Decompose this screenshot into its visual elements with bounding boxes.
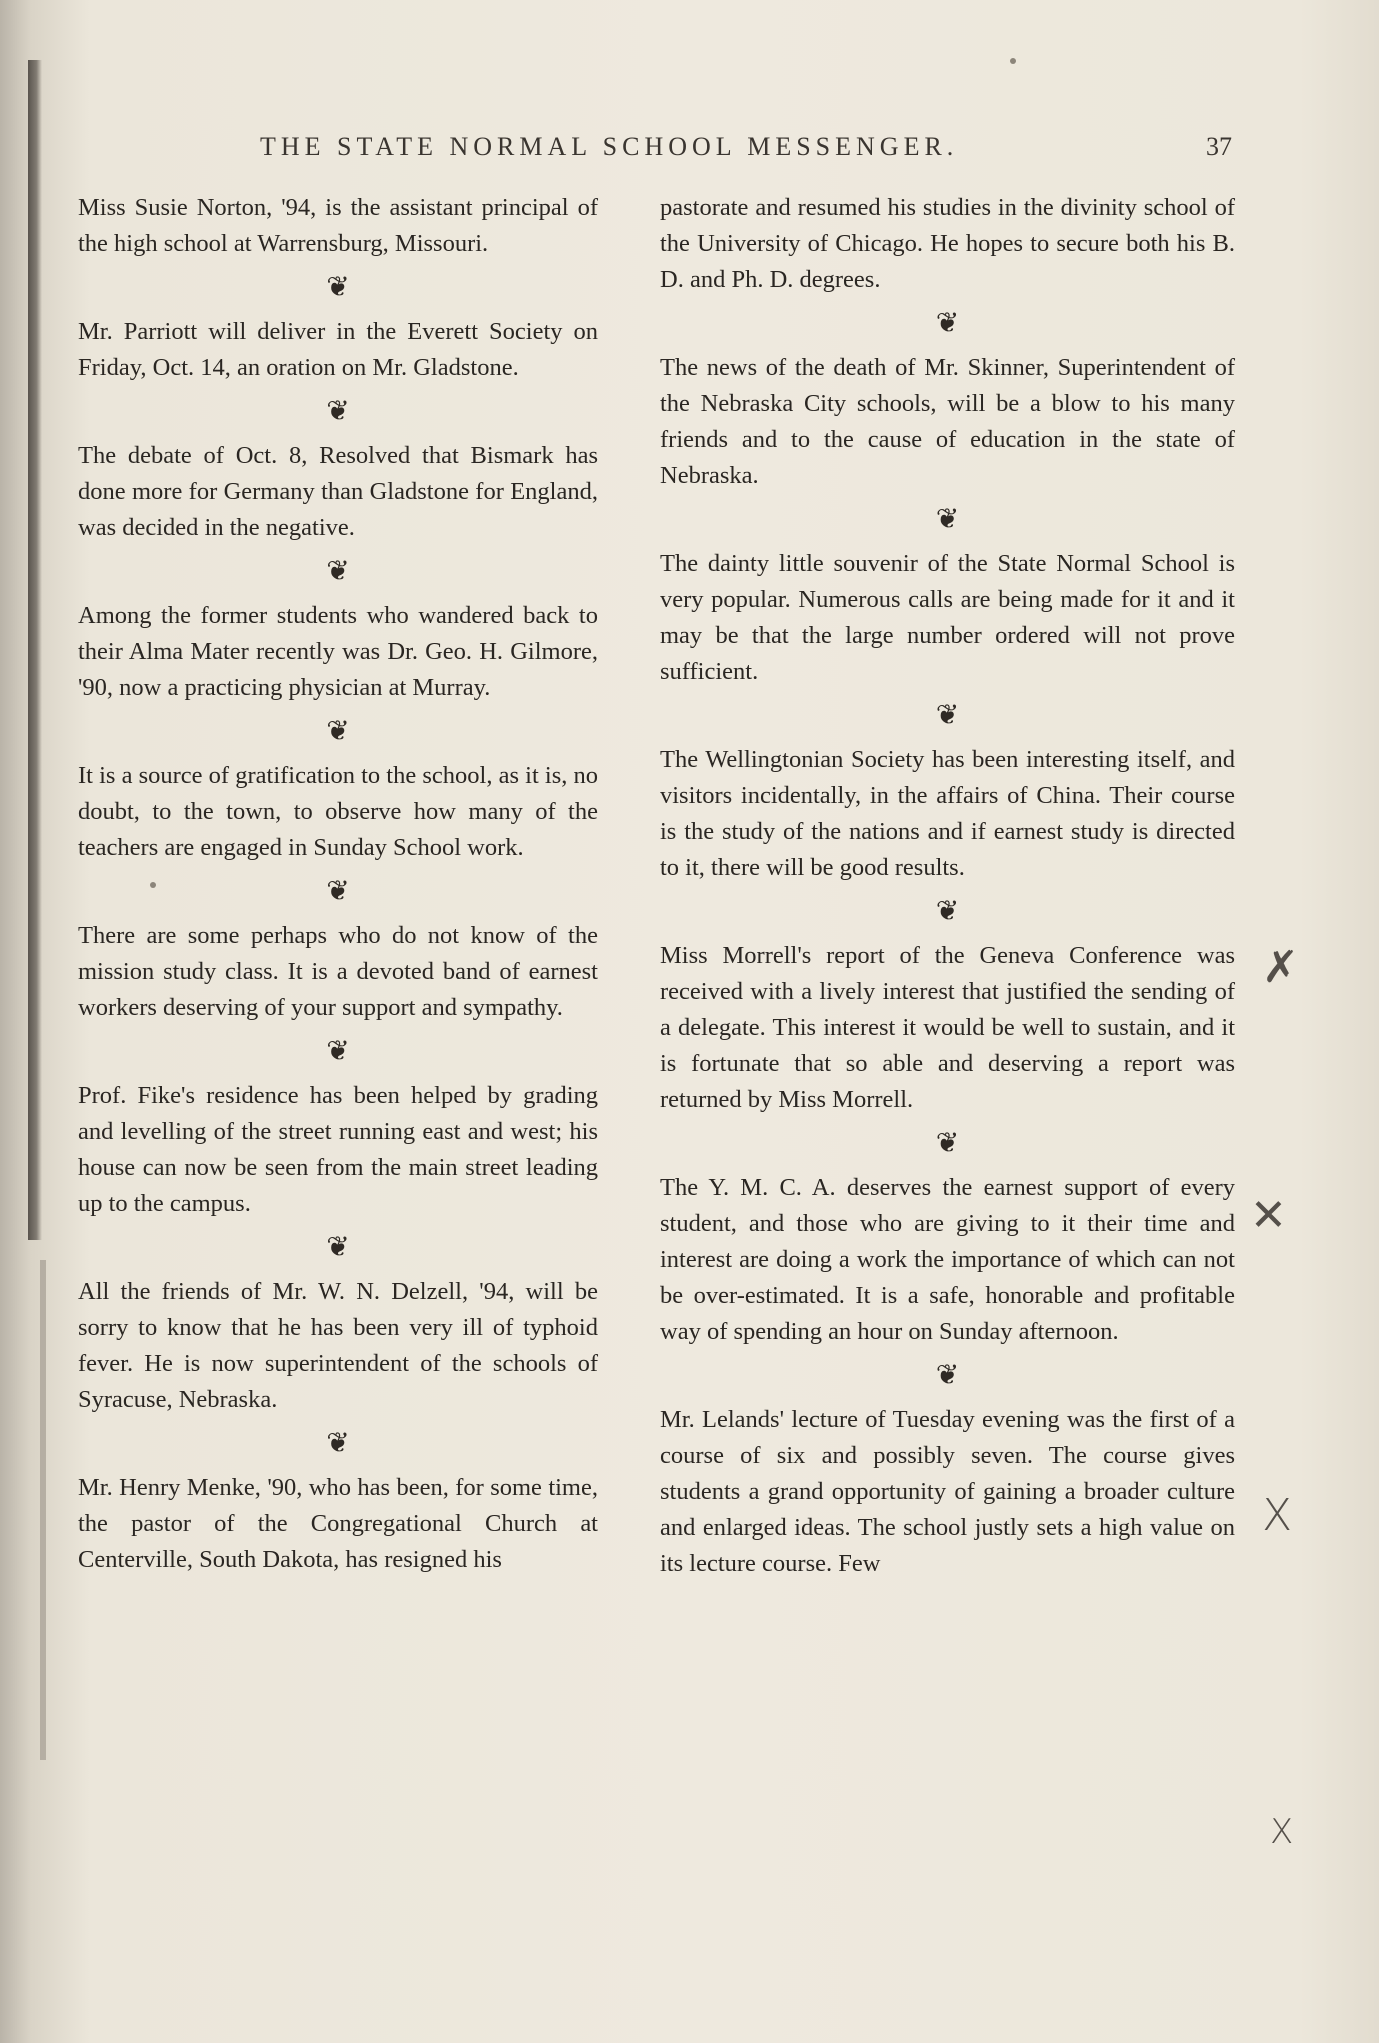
right-column (660, 190, 1235, 1582)
news-item: The debate of Oct. 8, Resolved that Bismark has done more for Germany than Gladstone for England, was decided in the negative. (78, 442, 598, 541)
ornament-icon: ❦ (935, 1360, 960, 1391)
ornament-icon: ❦ (935, 896, 960, 927)
news-item: There are some perhaps who do not know of the mission study class. It is a devoted band of earnest workers deserving of your support and sympathy. (78, 922, 598, 1021)
page-number: 37 (1206, 132, 1232, 161)
news-item: Mr. Lelands' lecture of Tuesday evening was the first of a course of six and possibly seven. The course gives students a grand opportunity of gaining a broader culture and enlarged ideas. The school justly sets a high value on its lecture course. Few (660, 1406, 1235, 1577)
left-column (78, 190, 598, 1578)
pencil-mark-icon: ✕ (1250, 1190, 1287, 1241)
pencil-mark-icon: ✗ (1262, 942, 1299, 993)
news-item: Miss Morrell's report of the Geneva Conference was received with a lively interest that justified the sending of a delegate. This interest it would be well to sustain, and it is fortunate that so able and deserving a report was returned by Miss Morrell. (660, 942, 1235, 1113)
news-item: It is a source of gratification to the school, as it is, no doubt, to the town, to observe how many of the teachers are engaged in Sunday School work. (78, 762, 598, 861)
ornament-icon: ❦ (326, 716, 350, 747)
news-item: All the friends of Mr. W. N. Delzell, '94, will be sorry to know that he has been very ill of typhoid fever. He is now superintendent of the schools of Syracuse, Nebraska. (78, 1278, 598, 1413)
ornament-icon: ❦ (326, 1232, 350, 1263)
speck (1010, 58, 1016, 64)
ornament-icon: ❦ (935, 504, 960, 535)
news-item: The dainty little souvenir of the State Normal School is very popular. Numerous calls are being made for it and it may be that the large number ordered will not prove sufficient. (660, 550, 1235, 685)
ornament-icon: ❦ (935, 700, 960, 731)
ornament-icon: ❦ (326, 272, 350, 303)
news-item: The Wellingtonian Society has been interesting itself, and visitors incidentally, in the affairs of China. Their course is the study of the nations and if earnest study is directed to it, there will be good results. (660, 746, 1235, 881)
publication-title: THE STATE NORMAL SCHOOL MESSENGER. (260, 132, 959, 161)
ornament-icon: ❦ (326, 396, 350, 427)
binding-shadow (28, 60, 42, 1240)
news-item: Miss Susie Norton, '94, is the assistant principal of the high school at Warrensburg, Missouri. (78, 194, 598, 257)
ornament-icon: ❦ (326, 556, 350, 587)
pencil-mark-icon: X (1270, 1812, 1294, 1852)
news-item: The Y. M. C. A. deserves the earnest support of every student, and those who are giving to it their time and interest are doing a work the importance of which can not be over-estimated. It is a safe, honorable and profitable way of spending an hour on Sunday afternoon. (660, 1174, 1235, 1345)
news-item: The news of the death of Mr. Skinner, Superintendent of the Nebraska City schools, will be a blow to his many friends and to the cause of education in the state of Nebraska. (660, 354, 1235, 489)
news-item: Among the former students who wandered back to their Alma Mater recently was Dr. Geo. H. Gilmore, '90, now a practicing physician at Murray. (78, 602, 598, 701)
news-item: Mr. Henry Menke, '90, who has been, for some time, the pastor of the Congregational Church at Centerville, South Dakota, has resigned his (78, 1474, 598, 1573)
news-item: pastorate and resumed his studies in the divinity school of the University of Chicago. He hopes to secure both his B. D. and Ph. D. degrees. (660, 194, 1235, 293)
ornament-icon: ❦ (326, 1428, 350, 1459)
running-header (240, 132, 1240, 172)
pencil-mark-icon: X (1262, 1490, 1293, 1541)
ornament-icon: ❦ (326, 876, 350, 907)
news-item: Prof. Fike's residence has been helped by grading and levelling of the street running east and west; his house can now be seen from the main street leading up to the campus. (78, 1082, 598, 1217)
ornament-icon: ❦ (935, 308, 960, 339)
ornament-icon: ❦ (935, 1128, 960, 1159)
binding-edge (40, 1260, 46, 1760)
ornament-icon: ❦ (326, 1036, 350, 1067)
news-item: Mr. Parriott will deliver in the Everett Society on Friday, Oct. 14, an oration on Mr. Gladstone. (78, 318, 598, 381)
